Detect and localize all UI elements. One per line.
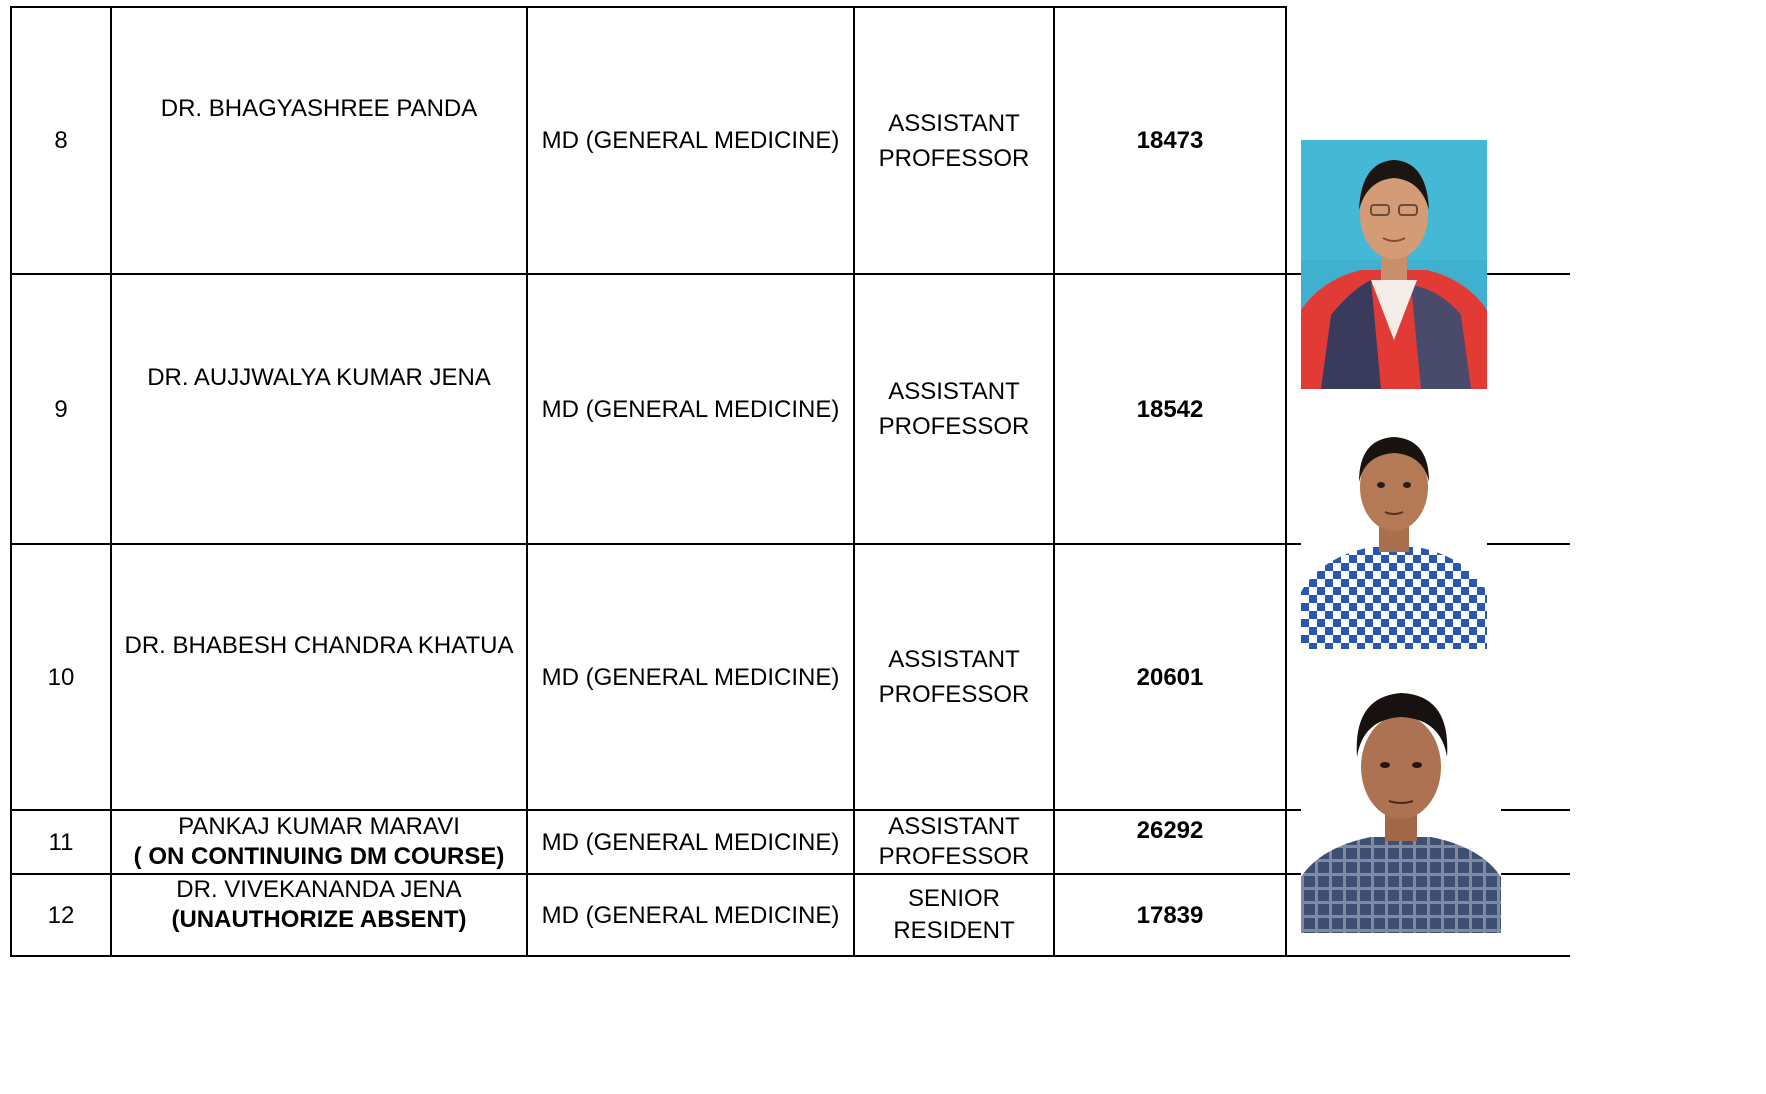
registration-number-cell: 17839 bbox=[1054, 874, 1286, 956]
registration-number-cell: 18542 bbox=[1054, 274, 1286, 544]
qualification-cell: MD (GENERAL MEDICINE) bbox=[527, 874, 854, 956]
name-cell: DR. BHAGYASHREE PANDA bbox=[111, 7, 527, 274]
registration-number-cell: 20601 bbox=[1054, 544, 1286, 810]
male-portrait-photo bbox=[1301, 677, 1501, 933]
serial-number-cell: 11 bbox=[11, 810, 111, 874]
qualification-cell: MD (GENERAL MEDICINE) bbox=[527, 274, 854, 544]
designation-cell: SENIOR RESIDENT bbox=[854, 874, 1054, 956]
name-cell: DR. BHABESH CHANDRA KHATUA bbox=[111, 544, 527, 810]
name-cell: DR. VIVEKANANDA JENA (UNAUTHORIZE ABSENT) bbox=[111, 874, 527, 956]
designation-cell: ASSISTANT PROFESSOR bbox=[854, 7, 1054, 274]
serial-number-cell: 9 bbox=[11, 274, 111, 544]
serial-number-cell: 8 bbox=[11, 7, 111, 274]
serial-number-cell: 12 bbox=[11, 874, 111, 956]
name-cell: DR. AUJJWALYA KUMAR JENA bbox=[111, 274, 527, 544]
photo-cell bbox=[1286, 7, 1570, 274]
male-portrait-photo bbox=[1301, 427, 1487, 649]
qualification-cell: MD (GENERAL MEDICINE) bbox=[527, 544, 854, 810]
designation-cell: ASSISTANT PROFESSOR bbox=[854, 810, 1054, 874]
designation-cell: ASSISTANT PROFESSOR bbox=[854, 544, 1054, 810]
table-row bbox=[11, 7, 1570, 274]
qualification-cell: MD (GENERAL MEDICINE) bbox=[527, 7, 854, 274]
serial-number-cell: 10 bbox=[11, 544, 111, 810]
female-portrait-photo bbox=[1301, 140, 1487, 389]
name-cell: PANKAJ KUMAR MARAVI ( ON CONTINUING DM COURSE) bbox=[111, 810, 527, 874]
qualification-cell: MD (GENERAL MEDICINE) bbox=[527, 810, 854, 874]
designation-cell: ASSISTANT PROFESSOR bbox=[854, 274, 1054, 544]
registration-number-cell: 18473 bbox=[1054, 7, 1286, 274]
faculty-table bbox=[10, 6, 1570, 957]
registration-number-cell: 26292 bbox=[1054, 810, 1286, 874]
